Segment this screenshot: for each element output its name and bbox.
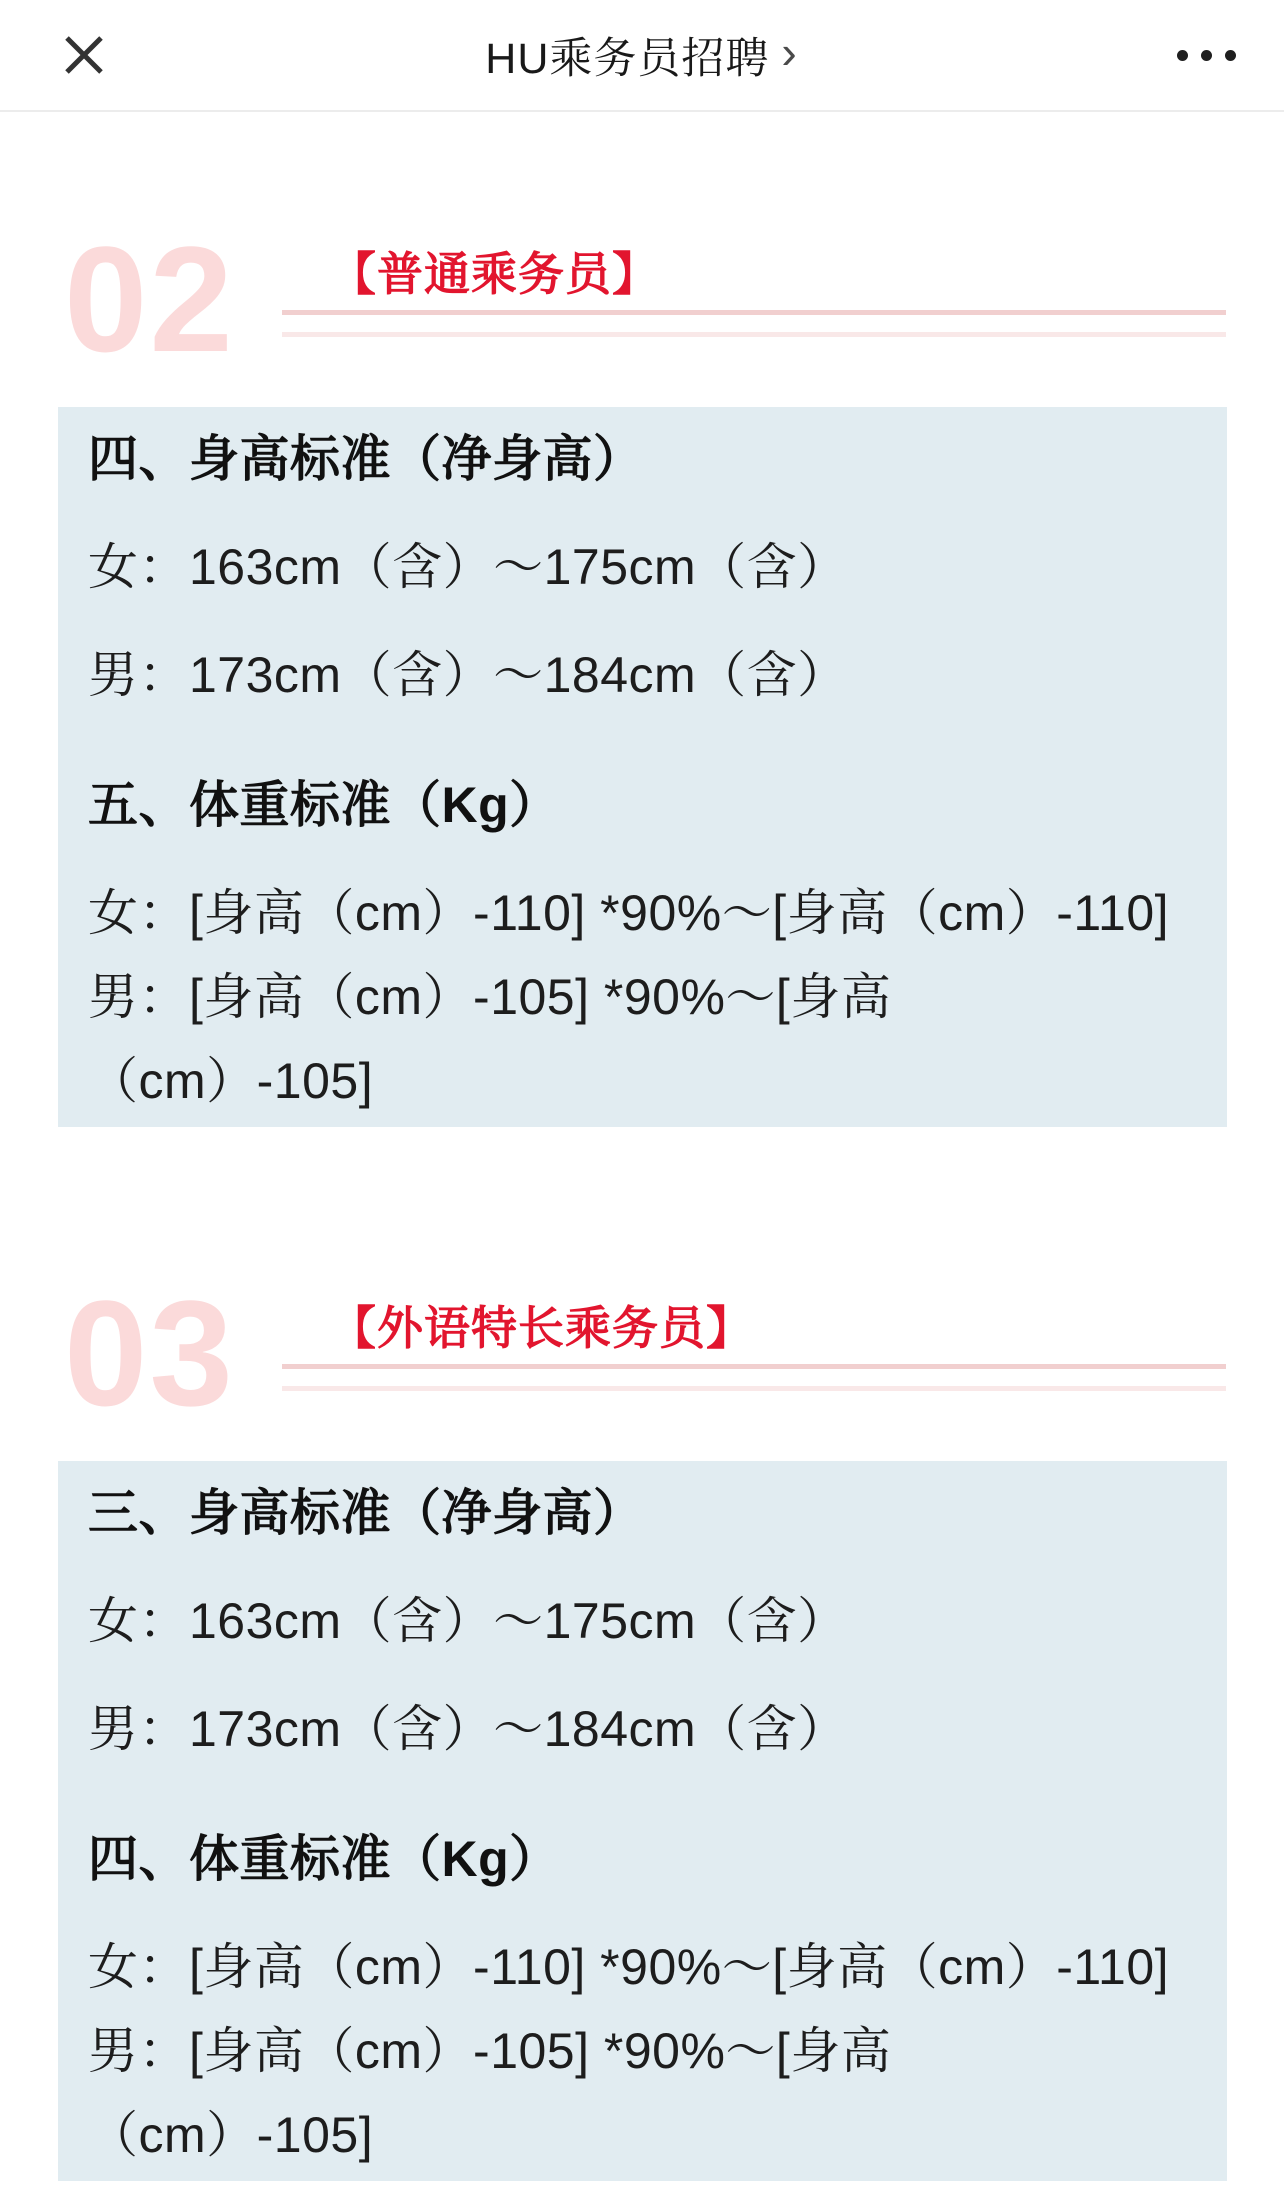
section-header-02 xyxy=(0,215,1284,407)
male-height-line: 男：173cm（含）～184cm（含） xyxy=(88,647,848,703)
more-menu-button[interactable] xyxy=(1173,40,1240,71)
article-title-button[interactable] xyxy=(110,25,1173,86)
section-title: 【普通乘务员】 xyxy=(330,248,659,300)
male-weight-line: 男：[身高（cm）-105] *90%～[身高 xyxy=(88,969,892,1025)
section-header-03 xyxy=(0,1269,1284,1461)
section-number: 02 xyxy=(64,215,235,383)
height-standard-heading: 四、身高标准（净身高） xyxy=(88,431,644,487)
male-height-line: 男：173cm（含）～184cm（含） xyxy=(88,1701,848,1757)
section-title-underline-faint xyxy=(282,332,1226,337)
male-weight-line: 男：[身高（cm）-105] *90%～[身高 xyxy=(88,2023,892,2079)
section-title-underline-faint xyxy=(282,1386,1226,1391)
weight-standard-heading: 四、体重标准（Kg） xyxy=(88,1831,560,1887)
chevron-right-icon: › xyxy=(781,26,798,78)
section-number: 03 xyxy=(64,1269,235,1437)
article-title: HU乘务员招聘 xyxy=(485,34,770,83)
section-title: 【外语特长乘务员】 xyxy=(330,1302,753,1354)
section-title-underline xyxy=(282,310,1226,315)
section-title-underline xyxy=(282,1364,1226,1369)
standards-card-foreign-language xyxy=(58,1461,1227,2181)
male-weight-line-cont: （cm）-105] xyxy=(88,1053,374,1109)
female-weight-line: 女：[身高（cm）-110] *90%～[身高（cm）-110] xyxy=(88,1939,1170,1995)
more-icon xyxy=(1225,50,1236,61)
article-header-bar xyxy=(0,0,1284,112)
female-height-line: 女：163cm（含）～175cm（含） xyxy=(88,1593,848,1649)
close-icon xyxy=(61,32,107,78)
more-icon xyxy=(1177,50,1188,61)
female-weight-line: 女：[身高（cm）-110] *90%～[身高（cm）-110] xyxy=(88,885,1170,941)
male-weight-line-cont: （cm）-105] xyxy=(88,2107,374,2163)
standards-card-ordinary xyxy=(58,407,1227,1127)
female-height-line: 女：163cm（含）～175cm（含） xyxy=(88,539,848,595)
height-standard-heading: 三、身高标准（净身高） xyxy=(88,1485,644,1541)
more-icon xyxy=(1201,50,1212,61)
close-button[interactable] xyxy=(58,29,110,81)
weight-standard-heading: 五、体重标准（Kg） xyxy=(88,777,560,833)
